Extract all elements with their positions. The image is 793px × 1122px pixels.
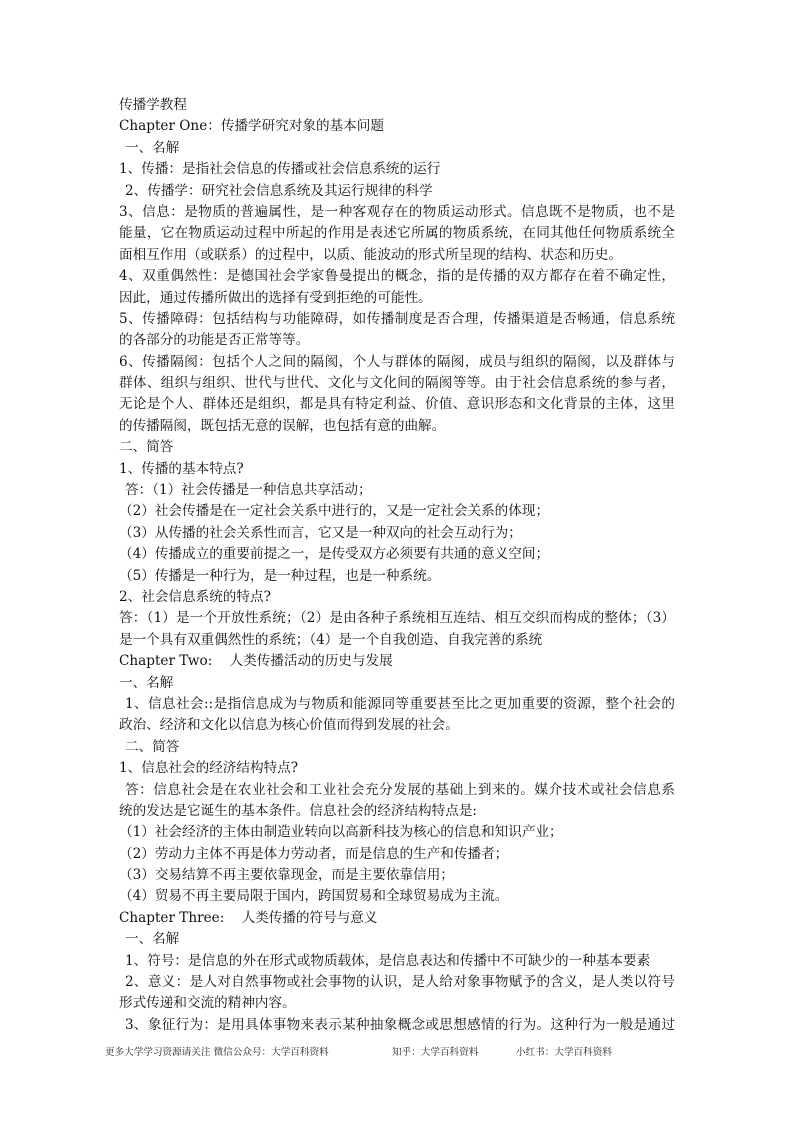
text-line: 因此，通过传播所做出的选择有受到拒绝的可能性。: [119, 289, 432, 306]
chapter-heading: Chapter Two: 人类传播活动的历史与发展: [119, 653, 393, 670]
text-line: 的各部分的功能是否正常等等。: [119, 332, 310, 349]
answer-line: 答：（1）社会传播是一种信息共享活动；: [125, 482, 372, 499]
text-line: 1、符号：是信息的外在形式或物质载体，是信息表达和传播中不可缺少的一种基本要素: [125, 952, 651, 969]
section-heading: 二、简答: [119, 439, 174, 456]
section-heading: 二、简答: [125, 738, 180, 755]
question: 1、信息社会的经济结构特点?: [119, 760, 299, 777]
text-line: 面相互作用（或联系）的过程中，以质、能波动的形式所呈现的结构、状态和历史。: [119, 246, 622, 263]
answer-line: （2）社会传播是在一定社会关系中进行的，又是一定社会关系的体现；: [119, 503, 550, 520]
text-line: 无论是个人、群体还是组织，都是具有特定利益、价值、意识形态和文化背景的主体，这里: [119, 396, 675, 413]
answer-line: 答：（1）是一个开放性系统；（2）是由各种子系统相互连结、相互交织而构成的整体；（3）: [119, 610, 675, 627]
text-line: 的传播隔阂，既包括无意的误解，也包括有意的曲解。: [119, 417, 446, 434]
answer-line: （2）劳动力主体不再是体力劳动者，而是信息的生产和传播者；: [119, 845, 509, 862]
answer-line: （5）传播是一种行为，是一种过程，也是一种系统。: [119, 567, 441, 584]
question: 1、传播的基本特点?: [119, 460, 244, 477]
section-heading: 一、名解: [125, 931, 180, 948]
text-line: 政治、经济和文化以信息为核心价值而得到发展的社会。: [119, 717, 459, 734]
text-line: 形式传递和交流的精神内容。: [119, 995, 296, 1012]
answer-line: 统的发达是它诞生的基本条件。信息社会的经济结构特点是:: [119, 802, 478, 819]
section-heading: 一、名解: [125, 139, 180, 156]
section-heading: 一、名解: [119, 674, 174, 691]
text-line: 群体、组织与组织、世代与世代、文化与文化间的隔阂等等。由于社会信息系统的参与者，: [119, 375, 675, 392]
text-line: 5、传播障碍：包括结构与功能障碍，如传播制度是否合理，传播渠道是否畅通，信息系统: [119, 310, 675, 327]
answer-line: （3）交易结算不再主要依靠现金，而是主要依靠信用；: [119, 867, 454, 884]
answer-line: 是一个具有双重偶然性的系统；（4）是一个自我创造、自我完善的系统: [119, 631, 543, 648]
chapter-heading: Chapter Three: 人类传播的符号与意义: [119, 909, 378, 926]
footer-wechat: 更多大学学习资源请关注 微信公众号：大学百科资料: [105, 1047, 329, 1058]
answer-line: （4）贸易不再主要局限于国内，跨国贸易和全球贸易成为主流。: [119, 888, 509, 905]
text-line: 2、意义：是人对自然事物或社会事物的认识，是人给对象事物赋予的含义，是人类以符号: [125, 974, 675, 991]
answer-line: （3）从传播的社会关系性而言，它又是一种双向的社会互动行为；: [119, 524, 522, 541]
footer-zhihu: 知乎：大学百科资料: [392, 1047, 479, 1058]
answer-line: （1）社会经济的主体由制造业转向以高新科技为核心的信息和知识产业；: [119, 824, 563, 841]
text-line: 1、传播：是指社会信息的传播或社会信息系统的运行: [119, 161, 441, 178]
text-line: 3、信息：是物质的普遍属性，是一种客观存在的物质运动形式。信息既不是物质，也不是: [119, 203, 675, 220]
document-title: 传播学教程: [119, 97, 187, 113]
text-line: 4、双重偶然性：是德国社会学家鲁曼提出的概念，指的是传播的双方都存在着不确定性，: [119, 268, 675, 285]
question: 2、社会信息系统的特点?: [119, 588, 271, 605]
chapter-heading: Chapter One：传播学研究对象的基本问题: [119, 118, 384, 135]
answer-line: （4）传播成立的重要前提之一，是传受双方必须要有共通的意义空间；: [119, 546, 550, 563]
text-line: 1、信息社会::是指信息成为与物质和能源同等重要甚至比之更加重要的资源，整个社会的: [125, 695, 675, 712]
answer-line: 答：信息社会是在农业社会和工业社会充分发展的基础上到来的。媒介技术或社会信息系: [125, 781, 675, 798]
text-line: 能量，它在物质运动过程中所起的作用是表述它所属的物质系统，在同其他任何物质系统全: [119, 225, 675, 242]
text-line: 3、象征行为：是用具体事物来表示某种抽象概念或思想感情的行为。这种行为一般是通过: [125, 1016, 675, 1033]
text-line: 2、传播学：研究社会信息系统及其运行规律的科学: [125, 182, 433, 199]
text-line: 6、传播隔阂：包括个人之间的隔阂，个人与群体的隔阂，成员与组织的隔阂，以及群体与: [119, 353, 675, 370]
document-body: [119, 95, 675, 1036]
footer-xiaohongshu: 小红书：大学百科资料: [516, 1047, 612, 1058]
